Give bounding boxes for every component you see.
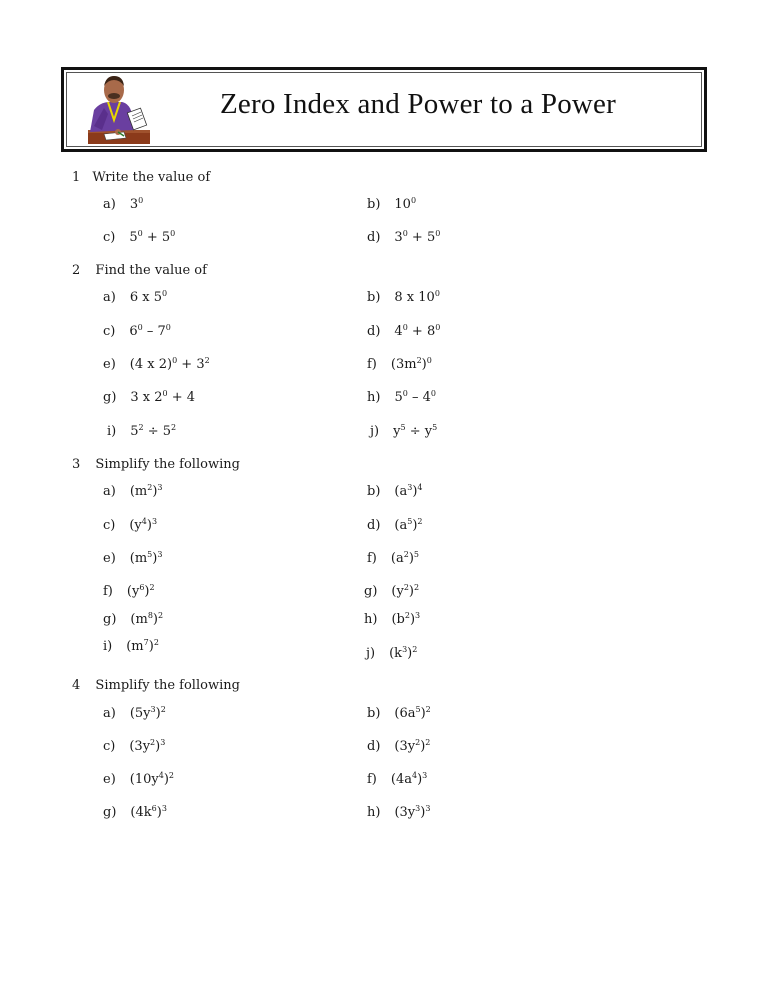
- question-number: 1: [72, 170, 81, 185]
- question-3-item: [103, 639, 159, 654]
- item-expression: $(3y^2)^3$: [129, 738, 166, 754]
- question-2-item: [103, 324, 171, 339]
- question-2-item: [367, 357, 432, 372]
- item-label: f): [367, 551, 377, 566]
- question-2-item: [103, 290, 167, 305]
- question-number: 2: [72, 263, 81, 278]
- item-label: e): [103, 551, 116, 566]
- item-label: h): [367, 390, 381, 405]
- question-4-item: [103, 706, 166, 721]
- item-label: g): [364, 584, 378, 599]
- item-expression: $(6a^5)^2$: [394, 705, 431, 721]
- question-3-heading: [72, 457, 240, 472]
- page-title: Zero Index and Power to a Power: [220, 88, 616, 120]
- item-expression: 3 x $2^0 + 4$: [130, 389, 196, 405]
- question-3-item: [367, 518, 423, 533]
- question-2-item: [370, 424, 437, 439]
- question-1-item: [103, 230, 175, 245]
- item-expression: $(b^2)^3$: [391, 611, 421, 627]
- item-label: b): [367, 484, 381, 499]
- item-expression: $5^0 + 5^0$: [129, 229, 176, 245]
- item-label: f): [367, 357, 377, 372]
- question-3-item: [103, 612, 163, 627]
- question-2-item: [103, 357, 210, 372]
- question-4-item: [367, 706, 431, 721]
- question-3-item: [103, 484, 163, 499]
- question-4-item: [367, 772, 427, 787]
- question-3-item: [366, 646, 417, 661]
- item-label: a): [103, 197, 116, 212]
- item-label: g): [103, 390, 117, 405]
- question-4-item: [367, 739, 430, 754]
- item-label: d): [367, 324, 381, 339]
- item-expression: $3^0 + 5^0$: [394, 229, 441, 245]
- question-4-item: [103, 739, 165, 754]
- item-label: f): [367, 772, 377, 787]
- item-expression: $(m^8)^2$: [130, 611, 164, 627]
- item-expression: $(3m^2)^0$: [390, 356, 432, 372]
- question-2-item: [367, 324, 440, 339]
- item-label: h): [367, 805, 381, 820]
- item-label: i): [107, 424, 117, 439]
- item-expression: $4^0 + 8^0$: [394, 323, 441, 339]
- item-expression: $(4a^4)^3$: [390, 771, 428, 787]
- question-3-item: [103, 584, 155, 599]
- item-label: h): [364, 612, 378, 627]
- item-label: e): [103, 357, 116, 372]
- item-label: c): [103, 739, 116, 754]
- item-expression: $5^2 \div 5^2$: [130, 423, 177, 439]
- question-number: 3: [72, 457, 81, 472]
- item-expression: $6^0 - 7^0$: [129, 323, 171, 339]
- item-label: b): [367, 290, 381, 305]
- item-expression: (4 x $2)^0 + 3^2$: [129, 356, 210, 372]
- question-prompt: Simplify the following: [95, 457, 240, 472]
- question-2-heading: [72, 263, 207, 278]
- question-1-item: [367, 230, 440, 245]
- question-2-item: [107, 424, 176, 439]
- question-1-item: [103, 197, 143, 212]
- item-expression: $(y^2)^2$: [391, 583, 420, 599]
- item-label: d): [367, 230, 381, 245]
- item-expression: $(a^2)^5$: [390, 550, 419, 566]
- question-2-item: [103, 390, 195, 405]
- teacher-illustration-icon: [82, 74, 158, 146]
- item-label: i): [103, 639, 113, 654]
- question-2-item: [367, 390, 436, 405]
- question-3-item: [367, 484, 423, 499]
- item-expression: $(m^2)^3$: [129, 483, 163, 499]
- question-4-item: [103, 805, 167, 820]
- item-expression: $5^0 - 4^0$: [394, 389, 436, 405]
- item-expression: $(3y^3)^3$: [394, 804, 431, 820]
- question-prompt: Find the value of: [95, 263, 207, 278]
- item-expression: $(a^5)^2$: [394, 517, 423, 533]
- item-expression: $(m^5)^3$: [129, 550, 163, 566]
- item-expression: $(10y^4)^2$: [129, 771, 174, 787]
- question-1-heading: [72, 170, 210, 185]
- item-label: a): [103, 706, 116, 721]
- item-label: b): [367, 706, 381, 721]
- title-banner: [61, 67, 707, 152]
- item-expression: $3^0$: [129, 196, 144, 212]
- item-label: d): [367, 739, 381, 754]
- item-label: e): [103, 772, 116, 787]
- question-4-item: [367, 805, 430, 820]
- item-expression: $(3y^2)^2$: [394, 738, 431, 754]
- question-3-item: [367, 551, 419, 566]
- item-label: f): [103, 584, 113, 599]
- item-label: j): [366, 646, 376, 661]
- item-label: c): [103, 518, 116, 533]
- item-expression: $y^5 \div y^5$: [393, 423, 438, 439]
- question-3-item: [103, 518, 157, 533]
- question-4-heading: [72, 678, 240, 693]
- item-expression: $(4k^6)^3$: [130, 804, 167, 820]
- item-expression: $(k^3)^2$: [389, 645, 418, 661]
- item-label: b): [367, 197, 381, 212]
- item-label: g): [103, 612, 117, 627]
- question-3-item: [364, 584, 419, 599]
- item-label: a): [103, 484, 116, 499]
- item-label: g): [103, 805, 117, 820]
- question-prompt: Simplify the following: [95, 678, 240, 693]
- item-expression: $(5y^3)^2$: [129, 705, 166, 721]
- item-label: j): [370, 424, 380, 439]
- item-expression: $10^0$: [394, 196, 417, 212]
- item-expression: $(m^7)^2$: [126, 638, 159, 654]
- question-2-item: [367, 290, 440, 305]
- question-number: 4: [72, 678, 81, 693]
- question-4-item: [103, 772, 174, 787]
- question-1-item: [367, 197, 416, 212]
- item-expression: 8 x $10^0$: [394, 289, 440, 305]
- item-label: c): [103, 324, 116, 339]
- item-label: a): [103, 290, 116, 305]
- question-prompt: Write the value of: [92, 170, 211, 185]
- item-label: c): [103, 230, 116, 245]
- question-3-item: [364, 612, 420, 627]
- item-expression: 6 x $5^0$: [129, 289, 168, 305]
- question-3-item: [103, 551, 162, 566]
- item-expression: $(y^4)^3$: [129, 517, 158, 533]
- item-expression: $(a^3)^4$: [394, 483, 423, 499]
- item-label: d): [367, 518, 381, 533]
- item-expression: $(y^6)^2$: [126, 583, 155, 599]
